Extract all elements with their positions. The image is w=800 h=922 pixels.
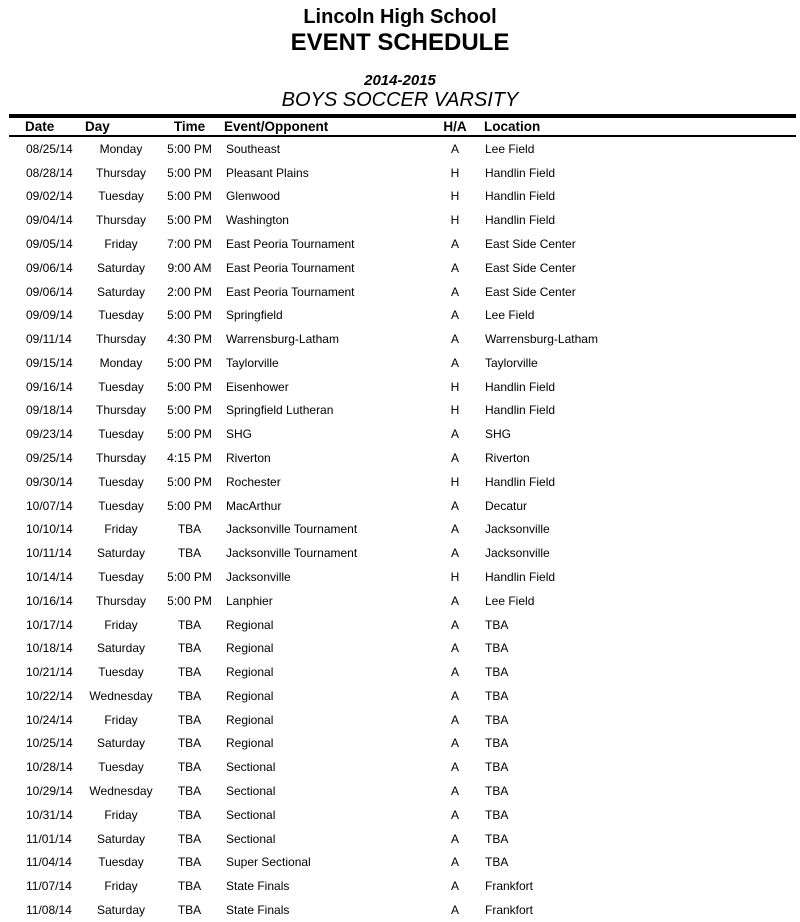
date-cell: 10/18/14 xyxy=(26,641,73,656)
location-cell: TBA xyxy=(485,855,509,870)
table-row xyxy=(0,684,800,708)
location-cell: TBA xyxy=(485,665,509,680)
time-cell: 9:00 AM xyxy=(167,260,212,275)
date-cell: 10/24/14 xyxy=(26,712,73,727)
location-cell: Frankfort xyxy=(485,879,534,894)
team-name: BOYS SOCCER VARSITY xyxy=(281,89,519,111)
ha-cell: H xyxy=(450,474,460,489)
location-cell: Riverton xyxy=(485,451,530,466)
column-header-ha: H/A xyxy=(443,119,467,134)
event-cell: Riverton xyxy=(226,451,271,466)
location-cell: TBA xyxy=(485,688,509,703)
date-cell: 09/11/14 xyxy=(26,332,72,347)
ha-cell: A xyxy=(450,902,459,917)
date-cell: 11/04/14 xyxy=(26,855,72,870)
day-cell: Monday xyxy=(99,141,143,156)
event-cell: Regional xyxy=(226,712,274,727)
time-cell: TBA xyxy=(177,546,202,561)
day-cell: Thursday xyxy=(95,213,147,228)
time-cell: 7:00 PM xyxy=(167,237,212,252)
table-row xyxy=(0,827,800,851)
table-row xyxy=(0,636,800,660)
event-cell: Springfield Lutheran xyxy=(226,403,334,418)
day-cell: Thursday xyxy=(95,403,147,418)
event-cell: East Peoria Tournament xyxy=(226,284,355,299)
time-cell: TBA xyxy=(177,665,202,680)
date-cell: 10/25/14 xyxy=(26,736,73,751)
event-cell: Regional xyxy=(226,617,274,632)
event-cell: Sectional xyxy=(226,760,276,775)
event-cell: Super Sectional xyxy=(226,855,311,870)
event-cell: Eisenhower xyxy=(226,379,289,394)
ha-cell: A xyxy=(450,308,459,323)
date-cell: 10/28/14 xyxy=(26,760,73,775)
time-cell: TBA xyxy=(177,688,202,703)
date-cell: 09/09/14 xyxy=(26,308,73,323)
date-cell: 10/22/14 xyxy=(26,688,73,703)
time-cell: TBA xyxy=(177,783,202,798)
ha-cell: A xyxy=(450,284,459,299)
ha-cell: A xyxy=(450,807,459,822)
day-cell: Tuesday xyxy=(98,308,144,323)
location-cell: Taylorville xyxy=(485,355,538,370)
table-row xyxy=(0,399,800,423)
table-row xyxy=(0,565,800,589)
location-cell: TBA xyxy=(485,736,509,751)
schedule-table-body xyxy=(0,137,800,922)
location-cell: Handlin Field xyxy=(485,213,556,228)
table-row xyxy=(0,850,800,874)
location-cell: TBA xyxy=(485,760,509,775)
time-cell: TBA xyxy=(177,831,202,846)
date-cell: 09/16/14 xyxy=(26,379,73,394)
table-row xyxy=(0,208,800,232)
ha-cell: A xyxy=(450,665,459,680)
date-cell: 08/25/14 xyxy=(26,141,73,156)
location-cell: Frankfort xyxy=(485,902,534,917)
location-cell: East Side Center xyxy=(485,284,576,299)
event-cell: Washington xyxy=(226,213,289,228)
location-cell: SHG xyxy=(485,427,512,442)
table-row xyxy=(0,137,800,161)
ha-cell: A xyxy=(450,617,459,632)
table-row xyxy=(0,494,800,518)
ha-cell: A xyxy=(450,879,459,894)
time-cell: 5:00 PM xyxy=(167,474,212,489)
table-row xyxy=(0,422,800,446)
ha-cell: A xyxy=(450,641,459,656)
ha-cell: A xyxy=(450,831,459,846)
day-cell: Thursday xyxy=(95,332,147,347)
date-cell: 10/14/14 xyxy=(26,569,73,584)
event-cell: East Peoria Tournament xyxy=(226,237,355,252)
time-cell: 5:00 PM xyxy=(167,165,212,180)
location-cell: Warrensburg-Latham xyxy=(485,332,598,347)
day-cell: Saturday xyxy=(96,902,146,917)
ha-cell: H xyxy=(450,403,460,418)
location-cell: TBA xyxy=(485,641,509,656)
event-cell: State Finals xyxy=(226,879,290,894)
day-cell: Friday xyxy=(104,879,138,894)
date-cell: 10/11/14 xyxy=(26,546,72,561)
ha-cell: H xyxy=(450,213,460,228)
event-cell: Sectional xyxy=(226,831,276,846)
column-header-location: Location xyxy=(484,119,541,134)
ha-cell: A xyxy=(450,736,459,751)
ha-cell: A xyxy=(450,522,459,537)
location-cell: TBA xyxy=(485,617,509,632)
day-cell: Saturday xyxy=(96,831,146,846)
event-cell: Glenwood xyxy=(226,189,281,204)
time-cell: TBA xyxy=(177,855,202,870)
time-cell: 5:00 PM xyxy=(167,355,212,370)
date-cell: 10/29/14 xyxy=(26,783,73,798)
time-cell: 4:15 PM xyxy=(167,451,212,466)
table-header-row xyxy=(0,118,800,135)
location-cell: East Side Center xyxy=(485,237,576,252)
table-row xyxy=(0,375,800,399)
table-row xyxy=(0,161,800,185)
ha-cell: A xyxy=(450,688,459,703)
time-cell: TBA xyxy=(177,902,202,917)
school-name: Lincoln High School xyxy=(303,6,497,28)
column-header-time: Time xyxy=(173,119,206,134)
time-cell: TBA xyxy=(177,617,202,632)
event-cell: East Peoria Tournament xyxy=(226,260,355,275)
time-cell: 5:00 PM xyxy=(167,308,212,323)
day-cell: Friday xyxy=(104,807,138,822)
day-cell: Tuesday xyxy=(98,855,144,870)
date-cell: 10/31/14 xyxy=(26,807,73,822)
date-cell: 08/28/14 xyxy=(26,165,73,180)
location-cell: TBA xyxy=(485,831,509,846)
location-cell: Lee Field xyxy=(485,141,535,156)
location-cell: Decatur xyxy=(485,498,528,513)
ha-cell: A xyxy=(450,712,459,727)
time-cell: 5:00 PM xyxy=(167,141,212,156)
table-row xyxy=(0,898,800,922)
date-cell: 09/18/14 xyxy=(26,403,73,418)
event-cell: Jacksonville xyxy=(226,569,291,584)
time-cell: 5:00 PM xyxy=(167,379,212,394)
date-cell: 11/07/14 xyxy=(26,879,72,894)
table-row xyxy=(0,660,800,684)
event-cell: Sectional xyxy=(226,807,276,822)
table-row xyxy=(0,541,800,565)
date-cell: 10/07/14 xyxy=(26,498,73,513)
table-row xyxy=(0,518,800,542)
day-cell: Tuesday xyxy=(98,379,144,394)
ha-cell: H xyxy=(450,165,460,180)
date-cell: 09/04/14 xyxy=(26,213,73,228)
location-cell: Handlin Field xyxy=(485,165,556,180)
event-cell: MacArthur xyxy=(226,498,282,513)
date-cell: 10/21/14 xyxy=(26,665,73,680)
location-cell: Jacksonville xyxy=(485,546,550,561)
ha-cell: A xyxy=(450,783,459,798)
date-cell: 09/02/14 xyxy=(26,189,73,204)
day-cell: Thursday xyxy=(95,451,147,466)
time-cell: TBA xyxy=(177,736,202,751)
location-cell: Handlin Field xyxy=(485,379,556,394)
event-cell: Warrensburg-Latham xyxy=(226,332,339,347)
day-cell: Monday xyxy=(99,355,143,370)
table-row xyxy=(0,589,800,613)
event-cell: Springfield xyxy=(226,308,283,323)
location-cell: Handlin Field xyxy=(485,403,556,418)
table-row xyxy=(0,280,800,304)
date-cell: 11/01/14 xyxy=(26,831,72,846)
ha-cell: A xyxy=(450,332,459,347)
time-cell: TBA xyxy=(177,641,202,656)
ha-cell: A xyxy=(450,498,459,513)
ha-cell: A xyxy=(450,427,459,442)
location-cell: Jacksonville xyxy=(485,522,550,537)
time-cell: TBA xyxy=(177,807,202,822)
ha-cell: A xyxy=(450,546,459,561)
table-row xyxy=(0,256,800,280)
event-cell: Jacksonville Tournament xyxy=(226,546,358,561)
day-cell: Saturday xyxy=(96,260,146,275)
time-cell: TBA xyxy=(177,879,202,894)
day-cell: Tuesday xyxy=(98,760,144,775)
date-cell: 09/06/14 xyxy=(26,284,73,299)
ha-cell: H xyxy=(450,189,460,204)
day-cell: Thursday xyxy=(95,165,147,180)
document-title: EVENT SCHEDULE xyxy=(290,29,510,56)
time-cell: 5:00 PM xyxy=(167,569,212,584)
time-cell: TBA xyxy=(177,712,202,727)
ha-cell: H xyxy=(450,379,460,394)
ha-cell: A xyxy=(450,451,459,466)
location-cell: Handlin Field xyxy=(485,474,556,489)
location-cell: Lee Field xyxy=(485,308,535,323)
location-cell: East Side Center xyxy=(485,260,576,275)
location-cell: TBA xyxy=(485,712,509,727)
season-years: 2014-2015 xyxy=(364,72,436,89)
column-header-event: Event/Opponent xyxy=(224,119,329,134)
table-row xyxy=(0,708,800,732)
location-cell: Handlin Field xyxy=(485,189,556,204)
day-cell: Wednesday xyxy=(89,688,153,703)
date-cell: 09/25/14 xyxy=(26,451,73,466)
event-cell: Jacksonville Tournament xyxy=(226,522,358,537)
event-cell: Lanphier xyxy=(226,593,273,608)
ha-cell: A xyxy=(450,355,459,370)
time-cell: 5:00 PM xyxy=(167,498,212,513)
ha-cell: A xyxy=(450,141,459,156)
location-cell: Handlin Field xyxy=(485,569,556,584)
column-header-date: Date xyxy=(25,119,55,134)
day-cell: Tuesday xyxy=(98,189,144,204)
table-row xyxy=(0,470,800,494)
event-cell: Pleasant Plains xyxy=(226,165,309,180)
table-row xyxy=(0,779,800,803)
day-cell: Tuesday xyxy=(98,569,144,584)
time-cell: TBA xyxy=(177,522,202,537)
event-cell: Regional xyxy=(226,665,274,680)
time-cell: 5:00 PM xyxy=(167,427,212,442)
document-header xyxy=(0,0,800,111)
day-cell: Wednesday xyxy=(89,783,153,798)
ha-cell: A xyxy=(450,260,459,275)
date-cell: 10/10/14 xyxy=(26,522,73,537)
table-row xyxy=(0,613,800,637)
event-cell: SHG xyxy=(226,427,253,442)
day-cell: Saturday xyxy=(96,284,146,299)
time-cell: 4:30 PM xyxy=(167,332,212,347)
date-cell: 09/30/14 xyxy=(26,474,73,489)
day-cell: Tuesday xyxy=(98,474,144,489)
event-cell: State Finals xyxy=(226,902,290,917)
date-cell: 09/15/14 xyxy=(26,355,73,370)
date-cell: 09/06/14 xyxy=(26,260,73,275)
time-cell: 5:00 PM xyxy=(167,213,212,228)
event-cell: Sectional xyxy=(226,783,276,798)
event-cell: Rochester xyxy=(226,474,281,489)
location-cell: TBA xyxy=(485,807,509,822)
time-cell: 2:00 PM xyxy=(167,284,212,299)
day-cell: Friday xyxy=(104,712,138,727)
day-cell: Friday xyxy=(104,237,138,252)
day-cell: Saturday xyxy=(96,641,146,656)
day-cell: Tuesday xyxy=(98,498,144,513)
day-cell: Friday xyxy=(104,617,138,632)
date-cell: 10/17/14 xyxy=(26,617,73,632)
column-header-day: Day xyxy=(85,119,110,134)
time-cell: 5:00 PM xyxy=(167,403,212,418)
table-row xyxy=(0,185,800,209)
ha-cell: A xyxy=(450,237,459,252)
table-row xyxy=(0,351,800,375)
time-cell: 5:00 PM xyxy=(167,189,212,204)
time-cell: TBA xyxy=(177,760,202,775)
event-cell: Southeast xyxy=(226,141,281,156)
event-cell: Regional xyxy=(226,688,274,703)
date-cell: 09/05/14 xyxy=(26,237,73,252)
event-cell: Taylorville xyxy=(226,355,279,370)
event-cell: Regional xyxy=(226,736,274,751)
location-cell: Lee Field xyxy=(485,593,535,608)
day-cell: Saturday xyxy=(96,736,146,751)
table-row xyxy=(0,303,800,327)
day-cell: Saturday xyxy=(96,546,146,561)
date-cell: 10/16/14 xyxy=(26,593,73,608)
table-row xyxy=(0,755,800,779)
day-cell: Thursday xyxy=(95,593,147,608)
event-cell: Regional xyxy=(226,641,274,656)
day-cell: Tuesday xyxy=(98,665,144,680)
ha-cell: H xyxy=(450,569,460,584)
date-cell: 09/23/14 xyxy=(26,427,73,442)
table-row xyxy=(0,327,800,351)
table-row xyxy=(0,803,800,827)
time-cell: 5:00 PM xyxy=(167,593,212,608)
table-row xyxy=(0,446,800,470)
day-cell: Tuesday xyxy=(98,427,144,442)
location-cell: TBA xyxy=(485,783,509,798)
table-row xyxy=(0,874,800,898)
ha-cell: A xyxy=(450,855,459,870)
date-cell: 11/08/14 xyxy=(26,902,72,917)
ha-cell: A xyxy=(450,760,459,775)
table-row xyxy=(0,232,800,256)
day-cell: Friday xyxy=(104,522,138,537)
table-row xyxy=(0,732,800,756)
ha-cell: A xyxy=(450,593,459,608)
